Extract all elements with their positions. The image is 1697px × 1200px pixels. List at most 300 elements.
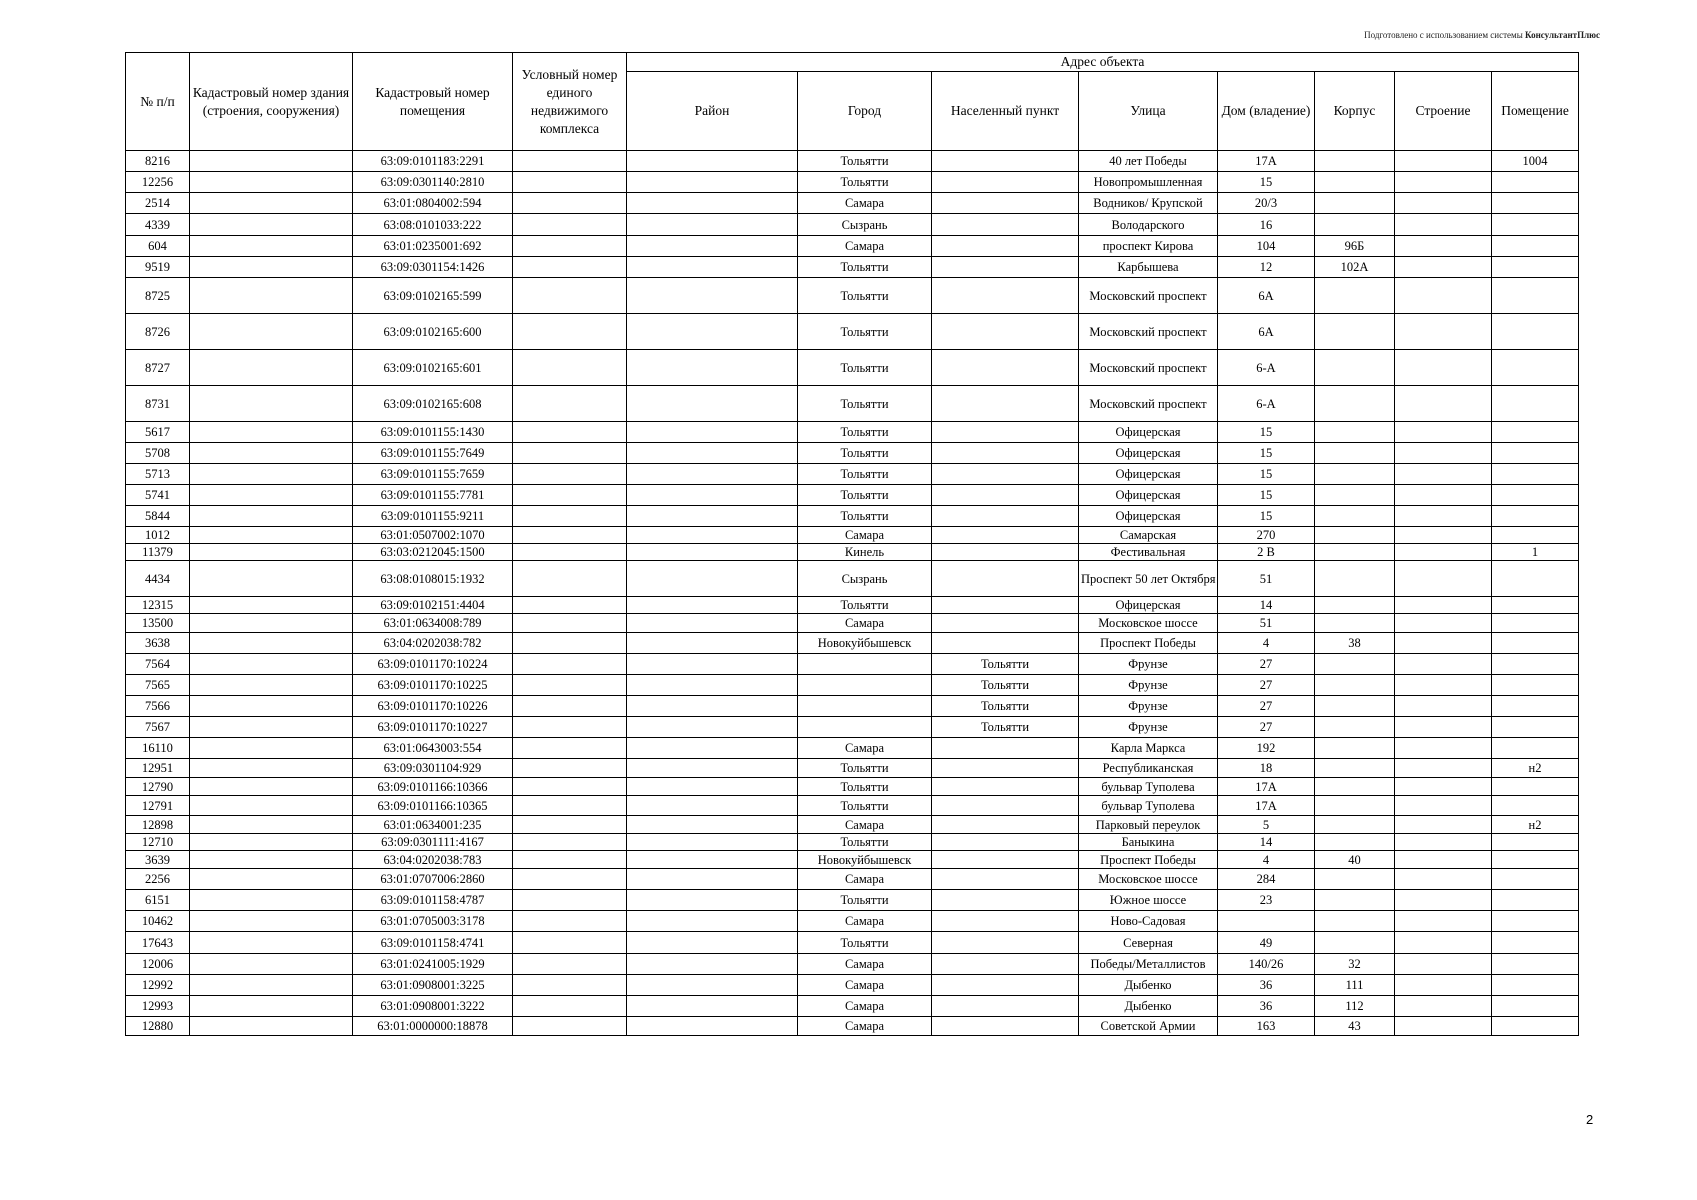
cell-house: 270 bbox=[1218, 527, 1315, 544]
cell-room-cadastral: 63:09:0101155:7781 bbox=[353, 485, 513, 506]
cell-num: 16110 bbox=[126, 738, 190, 759]
cell-street: Дыбенко bbox=[1079, 996, 1218, 1017]
cell-room-cadastral: 63:09:0101170:10227 bbox=[353, 717, 513, 738]
cell-korpus bbox=[1315, 834, 1395, 851]
cell-num: 7566 bbox=[126, 696, 190, 717]
cell-stroenie bbox=[1395, 561, 1492, 597]
cell-stroenie bbox=[1395, 675, 1492, 696]
cell-room bbox=[1492, 796, 1579, 816]
cell-num: 10462 bbox=[126, 911, 190, 932]
cell-stroenie bbox=[1395, 654, 1492, 675]
cell-korpus bbox=[1315, 869, 1395, 890]
cell-korpus bbox=[1315, 172, 1395, 193]
cell-street: бульвар Туполева bbox=[1079, 778, 1218, 796]
cell-room-cadastral: 63:01:0000000:18878 bbox=[353, 1017, 513, 1036]
cell-num: 13500 bbox=[126, 614, 190, 633]
cell-complex-number bbox=[513, 506, 627, 527]
cell-house: 23 bbox=[1218, 890, 1315, 911]
cell-house: 14 bbox=[1218, 597, 1315, 614]
cell-city: Сызрань bbox=[798, 214, 932, 236]
cell-num: 2256 bbox=[126, 869, 190, 890]
cell-building-cadastral bbox=[190, 485, 353, 506]
cell-korpus bbox=[1315, 527, 1395, 544]
cell-stroenie bbox=[1395, 890, 1492, 911]
cell-city: Тольятти bbox=[798, 278, 932, 314]
cell-city bbox=[798, 696, 932, 717]
cell-room-cadastral: 63:01:0634001:235 bbox=[353, 816, 513, 834]
cell-num: 5713 bbox=[126, 464, 190, 485]
cell-korpus bbox=[1315, 214, 1395, 236]
cell-district bbox=[627, 527, 798, 544]
cell-house: 27 bbox=[1218, 717, 1315, 738]
prepared-note-prefix: Подготовлено с использованием системы bbox=[1364, 30, 1523, 40]
cell-room-cadastral: 63:09:0301104:929 bbox=[353, 759, 513, 778]
cell-num: 3639 bbox=[126, 851, 190, 869]
cell-korpus bbox=[1315, 350, 1395, 386]
cell-building-cadastral bbox=[190, 350, 353, 386]
cell-room bbox=[1492, 614, 1579, 633]
cell-num: 8216 bbox=[126, 151, 190, 172]
cell-street: Водников/ Крупской bbox=[1079, 193, 1218, 214]
cell-korpus: 112 bbox=[1315, 996, 1395, 1017]
cell-settlement bbox=[932, 778, 1079, 796]
cell-korpus bbox=[1315, 932, 1395, 954]
cell-building-cadastral bbox=[190, 759, 353, 778]
cell-room bbox=[1492, 386, 1579, 422]
cell-building-cadastral bbox=[190, 975, 353, 996]
cell-room bbox=[1492, 193, 1579, 214]
cell-korpus bbox=[1315, 911, 1395, 932]
cell-stroenie bbox=[1395, 236, 1492, 257]
cell-building-cadastral bbox=[190, 561, 353, 597]
cell-building-cadastral bbox=[190, 954, 353, 975]
cell-city: Самара bbox=[798, 816, 932, 834]
cell-city: Самара bbox=[798, 996, 932, 1017]
col-header-settlement: Населенный пункт bbox=[932, 72, 1079, 151]
cell-city: Новокуйбышевск bbox=[798, 633, 932, 654]
cell-building-cadastral bbox=[190, 422, 353, 443]
cell-settlement bbox=[932, 314, 1079, 350]
cell-settlement bbox=[932, 527, 1079, 544]
cell-district bbox=[627, 278, 798, 314]
cell-complex-number bbox=[513, 422, 627, 443]
cell-district bbox=[627, 193, 798, 214]
cell-settlement bbox=[932, 193, 1079, 214]
cell-house: 15 bbox=[1218, 422, 1315, 443]
cell-building-cadastral bbox=[190, 890, 353, 911]
cell-settlement bbox=[932, 890, 1079, 911]
cell-street: Московский проспект bbox=[1079, 386, 1218, 422]
cell-complex-number bbox=[513, 996, 627, 1017]
cell-city: Тольятти bbox=[798, 834, 932, 851]
cell-house: 51 bbox=[1218, 614, 1315, 633]
cell-num: 7564 bbox=[126, 654, 190, 675]
cell-district bbox=[627, 869, 798, 890]
cell-district bbox=[627, 778, 798, 796]
table-row bbox=[126, 151, 1579, 172]
cell-district bbox=[627, 851, 798, 869]
cell-house: 284 bbox=[1218, 869, 1315, 890]
cell-room-cadastral: 63:09:0301140:2810 bbox=[353, 172, 513, 193]
cell-stroenie bbox=[1395, 443, 1492, 464]
cell-complex-number bbox=[513, 932, 627, 954]
cell-complex-number bbox=[513, 257, 627, 278]
cell-building-cadastral bbox=[190, 257, 353, 278]
cell-stroenie bbox=[1395, 954, 1492, 975]
cell-complex-number bbox=[513, 759, 627, 778]
cell-room-cadastral: 63:09:0101170:10224 bbox=[353, 654, 513, 675]
cell-street: Советской Армии bbox=[1079, 1017, 1218, 1036]
cell-street: бульвар Туполева bbox=[1079, 796, 1218, 816]
table-row bbox=[126, 696, 1579, 717]
cell-num: 12710 bbox=[126, 834, 190, 851]
cell-house: 15 bbox=[1218, 506, 1315, 527]
cell-stroenie bbox=[1395, 759, 1492, 778]
cell-korpus bbox=[1315, 422, 1395, 443]
cell-district bbox=[627, 890, 798, 911]
cell-complex-number bbox=[513, 796, 627, 816]
cell-room-cadastral: 63:01:0908001:3222 bbox=[353, 996, 513, 1017]
cell-settlement bbox=[932, 350, 1079, 386]
cell-stroenie bbox=[1395, 717, 1492, 738]
cell-building-cadastral bbox=[190, 696, 353, 717]
cell-street: Офицерская bbox=[1079, 422, 1218, 443]
cell-settlement bbox=[932, 954, 1079, 975]
cell-stroenie bbox=[1395, 257, 1492, 278]
cell-num: 12993 bbox=[126, 996, 190, 1017]
table-row bbox=[126, 443, 1579, 464]
cell-street: Дыбенко bbox=[1079, 975, 1218, 996]
cell-building-cadastral bbox=[190, 544, 353, 561]
cell-room-cadastral: 63:09:0101183:2291 bbox=[353, 151, 513, 172]
cell-building-cadastral bbox=[190, 464, 353, 485]
cell-street: Карбышева bbox=[1079, 257, 1218, 278]
cell-street: Володарского bbox=[1079, 214, 1218, 236]
cell-num: 8725 bbox=[126, 278, 190, 314]
cell-settlement bbox=[932, 996, 1079, 1017]
cell-city: Самара bbox=[798, 869, 932, 890]
cell-city: Кинель bbox=[798, 544, 932, 561]
cell-settlement bbox=[932, 975, 1079, 996]
cell-building-cadastral bbox=[190, 717, 353, 738]
cell-building-cadastral bbox=[190, 778, 353, 796]
cell-street: Проспект Победы bbox=[1079, 633, 1218, 654]
cell-district bbox=[627, 975, 798, 996]
cell-num: 1012 bbox=[126, 527, 190, 544]
cell-complex-number bbox=[513, 834, 627, 851]
cell-num: 12992 bbox=[126, 975, 190, 996]
cell-city: Тольятти bbox=[798, 172, 932, 193]
cell-house bbox=[1218, 911, 1315, 932]
cell-city bbox=[798, 654, 932, 675]
cell-num: 12791 bbox=[126, 796, 190, 816]
table-row bbox=[126, 996, 1579, 1017]
cell-settlement bbox=[932, 816, 1079, 834]
cell-room-cadastral: 63:08:0101033:222 bbox=[353, 214, 513, 236]
col-header-room: Помещение bbox=[1492, 72, 1579, 151]
cell-stroenie bbox=[1395, 485, 1492, 506]
cell-room-cadastral: 63:01:0707006:2860 bbox=[353, 869, 513, 890]
col-header-address-group: Адрес объекта bbox=[627, 53, 1579, 72]
cell-district bbox=[627, 675, 798, 696]
table-row bbox=[126, 464, 1579, 485]
cell-city: Тольятти bbox=[798, 314, 932, 350]
table-row bbox=[126, 193, 1579, 214]
cell-num: 11379 bbox=[126, 544, 190, 561]
cell-room bbox=[1492, 932, 1579, 954]
cell-room bbox=[1492, 464, 1579, 485]
cell-street: Московский проспект bbox=[1079, 278, 1218, 314]
cell-korpus bbox=[1315, 696, 1395, 717]
cell-house: 6А bbox=[1218, 314, 1315, 350]
cell-complex-number bbox=[513, 464, 627, 485]
cell-korpus bbox=[1315, 778, 1395, 796]
cell-house: 4 bbox=[1218, 633, 1315, 654]
cell-house: 36 bbox=[1218, 975, 1315, 996]
cell-building-cadastral bbox=[190, 278, 353, 314]
cell-building-cadastral bbox=[190, 738, 353, 759]
cell-settlement bbox=[932, 214, 1079, 236]
col-header-korpus: Корпус bbox=[1315, 72, 1395, 151]
cell-settlement bbox=[932, 257, 1079, 278]
cell-city: Тольятти bbox=[798, 386, 932, 422]
cell-district bbox=[627, 236, 798, 257]
cell-room bbox=[1492, 506, 1579, 527]
cell-room-cadastral: 63:01:0634008:789 bbox=[353, 614, 513, 633]
cell-room bbox=[1492, 778, 1579, 796]
cell-house: 16 bbox=[1218, 214, 1315, 236]
cell-settlement bbox=[932, 759, 1079, 778]
cell-num: 3638 bbox=[126, 633, 190, 654]
cell-stroenie bbox=[1395, 816, 1492, 834]
cell-building-cadastral bbox=[190, 236, 353, 257]
cell-stroenie bbox=[1395, 278, 1492, 314]
cell-house: 17А bbox=[1218, 796, 1315, 816]
cell-room-cadastral: 63:09:0102165:601 bbox=[353, 350, 513, 386]
cell-street: Московский проспект bbox=[1079, 314, 1218, 350]
cell-room-cadastral: 63:09:0102151:4404 bbox=[353, 597, 513, 614]
table-row bbox=[126, 851, 1579, 869]
cell-building-cadastral bbox=[190, 314, 353, 350]
cell-house: 15 bbox=[1218, 172, 1315, 193]
cell-stroenie bbox=[1395, 633, 1492, 654]
table-row bbox=[126, 278, 1579, 314]
cell-room-cadastral: 63:01:0241005:1929 bbox=[353, 954, 513, 975]
table-row bbox=[126, 597, 1579, 614]
cell-building-cadastral bbox=[190, 633, 353, 654]
cell-city: Тольятти bbox=[798, 422, 932, 443]
cell-stroenie bbox=[1395, 214, 1492, 236]
cell-district bbox=[627, 932, 798, 954]
cell-building-cadastral bbox=[190, 1017, 353, 1036]
cell-room bbox=[1492, 851, 1579, 869]
cell-korpus: 111 bbox=[1315, 975, 1395, 996]
table-row bbox=[126, 314, 1579, 350]
cell-korpus bbox=[1315, 464, 1395, 485]
cell-room bbox=[1492, 422, 1579, 443]
cell-district bbox=[627, 1017, 798, 1036]
cell-korpus bbox=[1315, 738, 1395, 759]
cell-stroenie bbox=[1395, 738, 1492, 759]
cell-complex-number bbox=[513, 485, 627, 506]
cell-city: Тольятти bbox=[798, 443, 932, 464]
cell-num: 5741 bbox=[126, 485, 190, 506]
cell-street: Новопромышленная bbox=[1079, 172, 1218, 193]
cell-complex-number bbox=[513, 738, 627, 759]
cell-num: 4339 bbox=[126, 214, 190, 236]
cell-complex-number bbox=[513, 890, 627, 911]
cell-building-cadastral bbox=[190, 675, 353, 696]
cell-district bbox=[627, 350, 798, 386]
cell-house: 14 bbox=[1218, 834, 1315, 851]
cell-district bbox=[627, 816, 798, 834]
cell-room-cadastral: 63:09:0101166:10366 bbox=[353, 778, 513, 796]
cell-settlement bbox=[932, 796, 1079, 816]
cell-room bbox=[1492, 975, 1579, 996]
cell-stroenie bbox=[1395, 851, 1492, 869]
cell-district bbox=[627, 597, 798, 614]
table-row bbox=[126, 954, 1579, 975]
cell-street: Карла Маркса bbox=[1079, 738, 1218, 759]
cell-complex-number bbox=[513, 597, 627, 614]
cell-korpus bbox=[1315, 544, 1395, 561]
col-header-complex-number: Условный номер единого недвижимого комплекса bbox=[513, 53, 627, 151]
cell-stroenie bbox=[1395, 544, 1492, 561]
cell-house: 27 bbox=[1218, 675, 1315, 696]
cell-korpus bbox=[1315, 597, 1395, 614]
cell-house: 6-А bbox=[1218, 386, 1315, 422]
cell-num: 8727 bbox=[126, 350, 190, 386]
cell-settlement bbox=[932, 932, 1079, 954]
table-row bbox=[126, 717, 1579, 738]
cell-city: Самара bbox=[798, 975, 932, 996]
cell-complex-number bbox=[513, 717, 627, 738]
cell-district bbox=[627, 834, 798, 851]
cell-house: 17А bbox=[1218, 778, 1315, 796]
cell-room bbox=[1492, 869, 1579, 890]
cell-room bbox=[1492, 834, 1579, 851]
cell-street: 40 лет Победы bbox=[1079, 151, 1218, 172]
cell-house: 15 bbox=[1218, 464, 1315, 485]
cell-house: 51 bbox=[1218, 561, 1315, 597]
cell-korpus bbox=[1315, 796, 1395, 816]
cell-room-cadastral: 63:09:0102165:608 bbox=[353, 386, 513, 422]
cell-house: 49 bbox=[1218, 932, 1315, 954]
col-header-district: Район bbox=[627, 72, 798, 151]
cell-room-cadastral: 63:04:0202038:783 bbox=[353, 851, 513, 869]
table-row bbox=[126, 236, 1579, 257]
col-header-city: Город bbox=[798, 72, 932, 151]
cell-num: 5844 bbox=[126, 506, 190, 527]
cell-stroenie bbox=[1395, 172, 1492, 193]
cell-stroenie bbox=[1395, 193, 1492, 214]
cell-city: Тольятти bbox=[798, 796, 932, 816]
cell-district bbox=[627, 485, 798, 506]
cell-city: Тольятти bbox=[798, 597, 932, 614]
cell-street: Фестивальная bbox=[1079, 544, 1218, 561]
cell-room-cadastral: 63:01:0235001:692 bbox=[353, 236, 513, 257]
cell-city: Самара bbox=[798, 193, 932, 214]
cell-room bbox=[1492, 257, 1579, 278]
cell-building-cadastral bbox=[190, 834, 353, 851]
table-row bbox=[126, 386, 1579, 422]
cell-room-cadastral: 63:09:0102165:599 bbox=[353, 278, 513, 314]
cell-korpus bbox=[1315, 193, 1395, 214]
cell-house: 17А bbox=[1218, 151, 1315, 172]
cell-settlement bbox=[932, 422, 1079, 443]
cell-room bbox=[1492, 717, 1579, 738]
cell-room-cadastral: 63:09:0101158:4741 bbox=[353, 932, 513, 954]
cell-street: Московский проспект bbox=[1079, 350, 1218, 386]
cell-korpus bbox=[1315, 485, 1395, 506]
cell-room: 1004 bbox=[1492, 151, 1579, 172]
cell-room bbox=[1492, 675, 1579, 696]
cell-complex-number bbox=[513, 172, 627, 193]
cell-room bbox=[1492, 597, 1579, 614]
table-row bbox=[126, 932, 1579, 954]
cell-complex-number bbox=[513, 386, 627, 422]
cell-korpus bbox=[1315, 386, 1395, 422]
cell-settlement bbox=[932, 834, 1079, 851]
cell-room-cadastral: 63:09:0101155:7649 bbox=[353, 443, 513, 464]
table-row bbox=[126, 796, 1579, 816]
cell-settlement: Тольятти bbox=[932, 675, 1079, 696]
cell-room bbox=[1492, 633, 1579, 654]
cell-num: 8726 bbox=[126, 314, 190, 350]
col-header-stroenie: Строение bbox=[1395, 72, 1492, 151]
cell-korpus bbox=[1315, 506, 1395, 527]
cell-building-cadastral bbox=[190, 214, 353, 236]
cell-stroenie bbox=[1395, 911, 1492, 932]
cell-room-cadastral: 63:09:0301154:1426 bbox=[353, 257, 513, 278]
prepared-note bbox=[1364, 30, 1600, 40]
table-row bbox=[126, 561, 1579, 597]
table-row bbox=[126, 633, 1579, 654]
cell-city: Тольятти bbox=[798, 932, 932, 954]
cell-street: Республиканская bbox=[1079, 759, 1218, 778]
cell-building-cadastral bbox=[190, 386, 353, 422]
cell-room-cadastral: 63:09:0101170:10225 bbox=[353, 675, 513, 696]
table-row bbox=[126, 975, 1579, 996]
cell-street: Ново-Садовая bbox=[1079, 911, 1218, 932]
cell-num: 5708 bbox=[126, 443, 190, 464]
cell-room-cadastral: 63:09:0101155:9211 bbox=[353, 506, 513, 527]
table-row bbox=[126, 778, 1579, 796]
table-row bbox=[126, 759, 1579, 778]
cell-building-cadastral bbox=[190, 527, 353, 544]
cell-street: Фрунзе bbox=[1079, 675, 1218, 696]
cell-complex-number bbox=[513, 954, 627, 975]
cell-stroenie bbox=[1395, 696, 1492, 717]
cell-stroenie bbox=[1395, 350, 1492, 386]
cell-street: Парковый переулок bbox=[1079, 816, 1218, 834]
cell-complex-number bbox=[513, 696, 627, 717]
cell-district bbox=[627, 172, 798, 193]
cell-complex-number bbox=[513, 214, 627, 236]
cell-korpus bbox=[1315, 314, 1395, 350]
cell-room bbox=[1492, 443, 1579, 464]
cell-house: 15 bbox=[1218, 485, 1315, 506]
col-header-num: № п/п bbox=[126, 53, 190, 151]
cell-district bbox=[627, 464, 798, 485]
cell-settlement: Тольятти bbox=[932, 654, 1079, 675]
cell-city: Тольятти bbox=[798, 759, 932, 778]
cell-num: 7567 bbox=[126, 717, 190, 738]
cell-room bbox=[1492, 350, 1579, 386]
cell-complex-number bbox=[513, 816, 627, 834]
cell-house: 27 bbox=[1218, 696, 1315, 717]
cell-city bbox=[798, 675, 932, 696]
